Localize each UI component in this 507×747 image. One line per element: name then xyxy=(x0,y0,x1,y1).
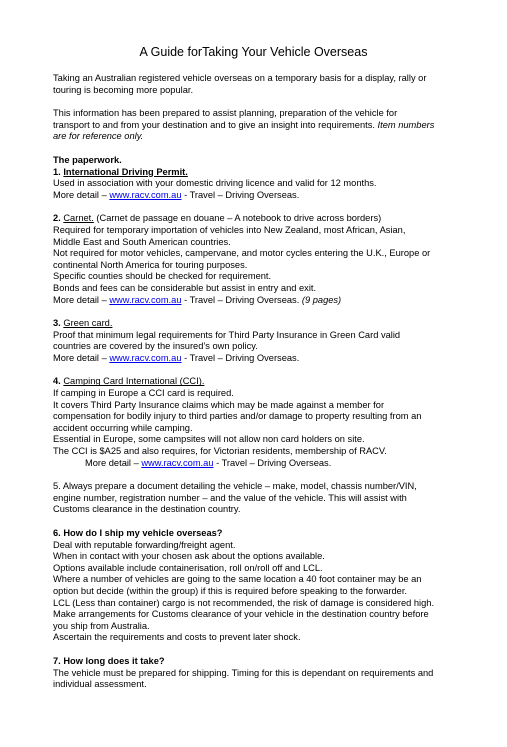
document-body xyxy=(53,73,473,703)
item-line: Middle East and South American countries. xyxy=(53,236,231,247)
item-heading xyxy=(53,167,473,179)
info-italic-note: are for reference only. xyxy=(53,131,144,142)
item-line: Essential in Europe, some campsites will not allow non card holders on site. xyxy=(53,434,365,445)
item-line: countries are covered by the insured’s own policy. xyxy=(53,341,258,352)
item-line: Ascertain the requirements and costs to prevent later shock. xyxy=(53,632,301,643)
item-line: Deal with reputable forwarding/freight agent. xyxy=(53,539,236,550)
racv-link[interactable]: www.racv.com.au xyxy=(109,294,182,305)
item-line: When in contact with your chosen ask about the options available. xyxy=(53,551,325,562)
item-line: 5. Always prepare a document detailing the vehicle – make, model, chassis number/VIN, xyxy=(53,481,417,492)
item-line: Make arrangements for Customs clearance of your vehicle in the destination country before xyxy=(53,609,429,620)
item-camping-card xyxy=(53,376,473,469)
item-title: International Driving Permit. xyxy=(63,166,188,177)
racv-link[interactable]: www.racv.com.au xyxy=(109,352,182,363)
item-line: The vehicle must be prepared for shipping. Timing for this is dependant on requirements and xyxy=(53,667,434,678)
more-detail-label: More detail – xyxy=(53,294,110,305)
section-heading: The paperwork. xyxy=(53,154,122,165)
item-heading xyxy=(53,376,473,388)
paperwork-section xyxy=(53,155,473,201)
item-international-driving-permit xyxy=(53,167,473,202)
info-italic-note: Item numbers xyxy=(377,119,435,130)
item-line: compensation for bodily injury to third parties and/or damage to property resulting from an xyxy=(53,411,422,422)
item-line: continental North America for touring purposes. xyxy=(53,259,248,270)
more-detail-line xyxy=(53,353,473,365)
item-number: 1. xyxy=(53,166,64,177)
item-title: Camping Card International (CCI). xyxy=(63,376,205,387)
item-line: The CCI is $A25 and also requires, for Victorian residents, membership of RACV. xyxy=(53,446,387,457)
item-line: engine number, registration number – and the value of the vehicle. This will assist with xyxy=(53,492,407,503)
item-line: LCL (Less than container) cargo is not recommended, the risk of damage is considered high. xyxy=(53,597,435,608)
more-detail-path: - Travel – Driving Overseas. xyxy=(181,189,300,200)
item-line: Specific counties should be checked for requirement. xyxy=(53,271,272,282)
info-paragraph xyxy=(53,108,473,143)
more-detail-path: - Travel – Driving Overseas. xyxy=(213,457,332,468)
item-line: Not required for motor vehicles, campervane, and motor cycles entering the U.K., Europe or xyxy=(53,248,431,259)
intro-line: Taking an Australian registered vehicle overseas on a temporary basis for a display, rally or xyxy=(53,73,427,83)
item-timing xyxy=(53,656,473,691)
item-number: 2. xyxy=(53,213,64,224)
info-line: This information has been prepared to assist planning, preparation of the vehicle for xyxy=(53,108,398,119)
more-detail-label: More detail – xyxy=(53,352,110,363)
item-line: Bonds and fees can be considerable but assist in entry and exit. xyxy=(53,282,317,293)
item-line: Customs clearance in the destination country. xyxy=(53,504,241,515)
item-title: Green card. xyxy=(63,318,113,329)
item-line: you ship from Australia. xyxy=(53,620,150,631)
item-green-card xyxy=(53,318,473,364)
more-detail-label: More detail – xyxy=(53,189,110,200)
more-detail-line xyxy=(53,295,473,307)
item-carnet xyxy=(53,213,473,306)
racv-link[interactable]: www.racv.com.au xyxy=(109,189,182,200)
info-line xyxy=(53,120,473,132)
more-detail-path: - Travel – Driving Overseas. xyxy=(181,352,300,363)
item-shipping xyxy=(53,528,473,644)
more-detail-line xyxy=(53,190,473,202)
item-title: Carnet. xyxy=(63,213,94,224)
item-line: It covers Third Party Insurance claims which may be made against a member for xyxy=(53,399,385,410)
item-line: option but decide (within the group) if this is required before speaking to the forwarder. xyxy=(53,585,408,596)
more-detail-path: - Travel – Driving Overseas. xyxy=(181,294,302,305)
item-line: accident occurring while camping. xyxy=(53,422,193,433)
page-title: A Guide forTaking Your Vehicle Overseas xyxy=(139,45,368,59)
item-number: 3. xyxy=(53,318,64,329)
item-heading xyxy=(53,318,473,330)
more-detail-line xyxy=(53,458,473,470)
item-line: Where a number of vehicles are going to the same location a 40 foot container may be an xyxy=(53,574,422,585)
intro-paragraph xyxy=(53,73,473,96)
info-text: transport to and from your destination and to give an insight into requirements. xyxy=(53,119,378,130)
racv-link[interactable]: www.racv.com.au xyxy=(141,457,214,468)
page-count-note: (9 pages) xyxy=(301,294,342,305)
item-number: 4. xyxy=(53,376,64,387)
item-line: If camping in Europe a CCI card is required. xyxy=(53,388,234,399)
item-line: Used in association with your domestic driving licence and valid for 12 months. xyxy=(53,178,377,189)
item-vehicle-document xyxy=(53,481,473,516)
item-heading: 6. How do I ship my vehicle overseas? xyxy=(53,528,223,538)
item-line: individual assessment. xyxy=(53,679,147,690)
more-detail-label: More detail – xyxy=(85,457,142,468)
item-subtitle: (Carnet de passage en douane – A notebook to drive across borders) xyxy=(93,213,382,224)
item-line: Required for temporary importation of vehicles into New Zealand, most African, Asian, xyxy=(53,224,406,235)
item-line: Proof that minimum legal requirements for Third Party Insurance in Green Card valid xyxy=(53,329,401,340)
intro-line: touring is becoming more popular. xyxy=(53,84,194,95)
item-heading xyxy=(53,213,473,225)
item-line: Options available include containerisation, roll on/roll off and LCL. xyxy=(53,562,323,573)
item-heading: 7. How long does it take? xyxy=(53,655,165,666)
